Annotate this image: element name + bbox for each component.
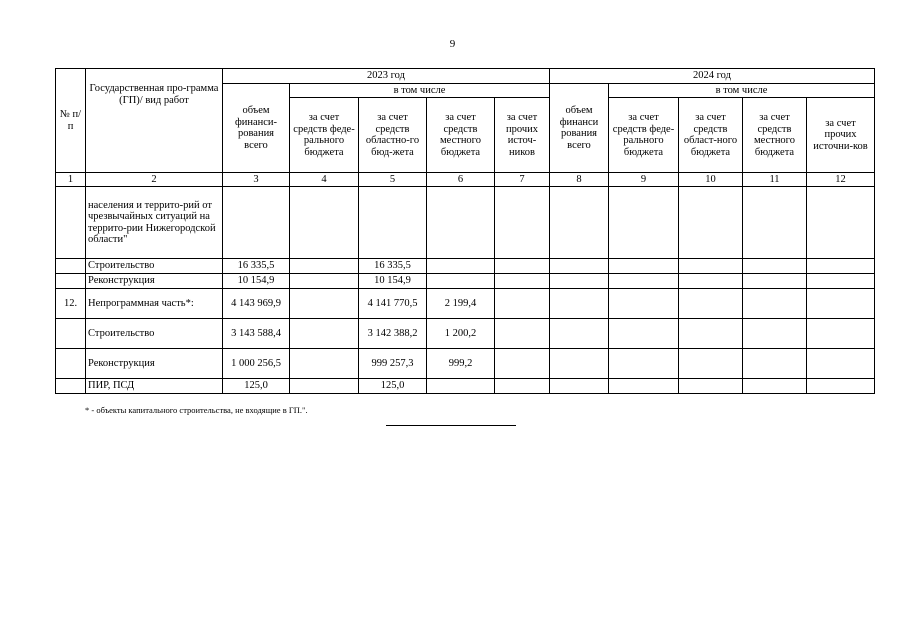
row-loc xyxy=(427,379,495,394)
col-number: 11 xyxy=(743,173,807,187)
row-reg: 999 257,3 xyxy=(359,349,427,379)
col-number: 5 xyxy=(359,173,427,187)
table-row xyxy=(56,319,875,349)
header-num: № п/п xyxy=(56,69,86,173)
header-2024-fed: за счет средств феде-рального бюджета xyxy=(609,98,679,173)
header-program: Государственная про-грамма (ГП)/ вид работ xyxy=(86,69,223,173)
row-total: 3 143 588,4 xyxy=(223,319,290,349)
page-number: 9 xyxy=(449,38,456,50)
col-number: 2 xyxy=(86,173,223,187)
header-2024-oth: за счет прочих источни-ков xyxy=(807,98,875,173)
col-number: 6 xyxy=(427,173,495,187)
table-row xyxy=(56,379,875,394)
col-number: 4 xyxy=(290,173,359,187)
row-name: Реконструкция xyxy=(86,349,223,379)
row-loc: 999,2 xyxy=(427,349,495,379)
row-loc: 2 199,4 xyxy=(427,289,495,319)
row-num: 12. xyxy=(56,289,86,319)
row-name: населения и террито-рий от чрезвычайных ситуаций на террито-рии Нижегородской области" xyxy=(86,187,223,259)
row-oth xyxy=(495,187,550,259)
header-2023-loc: за счет средств местного бюджета xyxy=(427,98,495,173)
row-name: Строительство xyxy=(86,319,223,349)
closing-rule xyxy=(386,425,516,426)
row-name: ПИР, ПСД xyxy=(86,379,223,394)
row-name: Непрограммная часть*: xyxy=(86,289,223,319)
row-reg: 125,0 xyxy=(359,379,427,394)
row-total: 16 335,5 xyxy=(223,259,290,274)
financing-table xyxy=(55,68,875,394)
table-row xyxy=(56,274,875,289)
row-total: 4 143 969,9 xyxy=(223,289,290,319)
column-number-row xyxy=(56,173,875,187)
row-reg: 10 154,9 xyxy=(359,274,427,289)
row-fed xyxy=(290,187,359,259)
row-oth xyxy=(495,319,550,349)
row-fed xyxy=(290,289,359,319)
header-2023-incl: в том числе xyxy=(290,84,550,98)
col-number: 9 xyxy=(609,173,679,187)
row-oth xyxy=(495,259,550,274)
row-num xyxy=(56,319,86,349)
row-total: 10 154,9 xyxy=(223,274,290,289)
row-fed xyxy=(290,259,359,274)
row-reg xyxy=(359,187,427,259)
header-2023-total: объем финанси-рования всего xyxy=(223,84,290,173)
header-year-2024: 2024 год xyxy=(550,69,875,84)
row-num xyxy=(56,274,86,289)
row-fed xyxy=(290,319,359,349)
row-reg: 4 141 770,5 xyxy=(359,289,427,319)
row-loc xyxy=(427,274,495,289)
row-loc: 1 200,2 xyxy=(427,319,495,349)
header-year-2023: 2023 год xyxy=(223,69,550,84)
header-2023-fed: за счет средств феде-рального бюджета xyxy=(290,98,359,173)
row-total xyxy=(223,187,290,259)
row-total: 1 000 256,5 xyxy=(223,349,290,379)
col-number: 3 xyxy=(223,173,290,187)
row-loc xyxy=(427,187,495,259)
table-row xyxy=(56,187,875,259)
header-2023-oth: за счет прочих источ-ников xyxy=(495,98,550,173)
row-oth xyxy=(495,274,550,289)
header-2024-reg: за счет средств област-ного бюджета xyxy=(679,98,743,173)
row-total: 125,0 xyxy=(223,379,290,394)
row-fed xyxy=(290,349,359,379)
row-num xyxy=(56,187,86,259)
row-oth xyxy=(495,289,550,319)
col-number: 1 xyxy=(56,173,86,187)
col-number: 10 xyxy=(679,173,743,187)
header-2024-incl: в том числе xyxy=(609,84,875,98)
row-reg: 16 335,5 xyxy=(359,259,427,274)
row-oth xyxy=(495,349,550,379)
col-number: 7 xyxy=(495,173,550,187)
row-fed xyxy=(290,379,359,394)
row-fed xyxy=(290,274,359,289)
row-num xyxy=(56,379,86,394)
row-name: Реконструкция xyxy=(86,274,223,289)
row-num xyxy=(56,349,86,379)
table-row xyxy=(56,349,875,379)
col-number: 8 xyxy=(550,173,609,187)
row-reg: 3 142 388,2 xyxy=(359,319,427,349)
table-row xyxy=(56,259,875,274)
footnote: * - объекты капитального строительства, не входящие в ГП.". xyxy=(85,405,308,415)
header-2024-loc: за счет средств местного бюджета xyxy=(743,98,807,173)
header-2024-total: объем финанси рования всего xyxy=(550,84,609,173)
table-row xyxy=(56,289,875,319)
row-num xyxy=(56,259,86,274)
row-oth xyxy=(495,379,550,394)
row-loc xyxy=(427,259,495,274)
row-name: Строительство xyxy=(86,259,223,274)
col-number: 12 xyxy=(807,173,875,187)
header-2023-reg: за счет средств областно-го бюд-жета xyxy=(359,98,427,173)
